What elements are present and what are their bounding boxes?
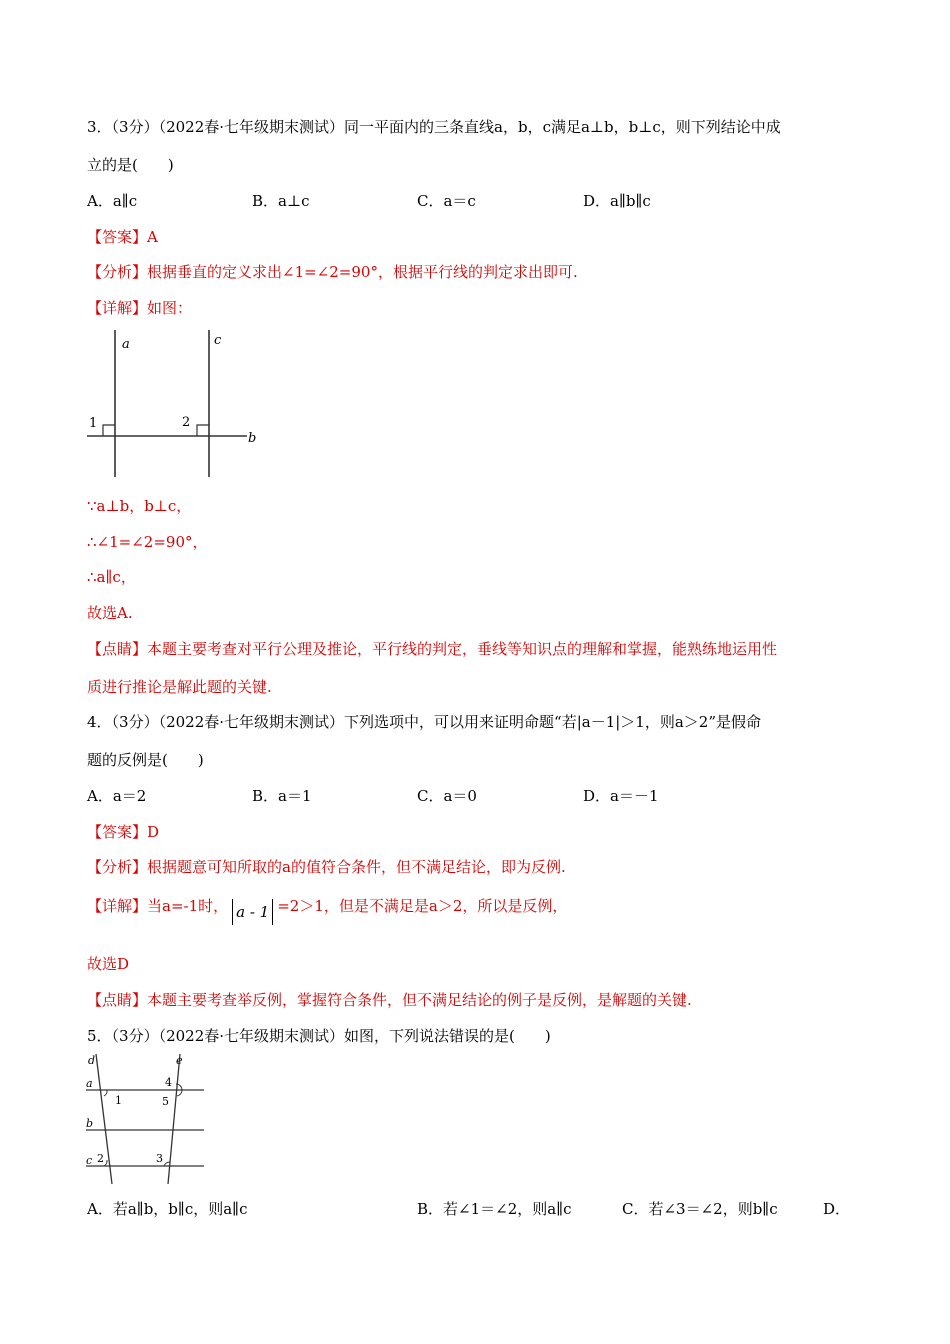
q3-option-a: A．a∥c [87,192,138,210]
label-1: 1 [115,1094,122,1107]
label-4: 4 [165,1076,172,1089]
q5-option-d: D． [823,1200,851,1218]
q3-option-d: D．a∥b∥c [583,192,651,210]
q5-option-a: A．若a∥b，b∥c，则a∥c [87,1200,248,1218]
q4-option-c: C．a＝0 [417,787,477,805]
right-angle-1 [103,425,115,436]
line-e [168,1054,180,1184]
q4-conclusion: 故选D [87,955,130,973]
q3-stem-line2: 立的是( ) [87,156,174,174]
q4-comment: 【点睛】本题主要考查举反例，掌握符合条件，但不满足结论的例子是反例，是解题的关键. [87,991,692,1009]
label-3: 3 [156,1152,163,1165]
q5-option-b: B．若∠1＝∠2，则a∥c [417,1200,572,1218]
angle-1-arc [104,1090,107,1096]
q4-abs-inner: a - 1 [236,903,270,921]
label-b: b [248,431,257,446]
label-a: a [122,337,130,352]
q4-abs-expression [232,899,273,925]
label-d: d [88,1054,96,1067]
angle-5-arc [177,1090,182,1096]
q4-option-d: D．a＝－1 [583,787,659,805]
right-angle-2 [197,425,209,436]
q3-analysis: 【分析】根据垂直的定义求出∠1=∠2=90°，根据平行线的判定求出即可. [87,263,578,281]
label-e: e [176,1054,183,1067]
q4-answer: 【答案】D [87,823,160,841]
q4-stem-line2: 题的反例是( ) [87,751,204,769]
q3-option-b: B．a⊥c [252,192,310,210]
q3-step2: ∴∠1=∠2=90°， [87,533,208,551]
label-1: 1 [89,416,98,431]
q5-option-c: C．若∠3＝∠2，则b∥c [622,1200,778,1218]
q3-comment-line2: 质进行推论是解此题的关键. [87,678,272,696]
label-2: 2 [182,415,191,430]
label-a: a [86,1077,93,1090]
q3-option-c: C．a＝c [417,192,476,210]
q4-stem-line1: 4．（3分）（2022春·七年级期末测试）下列选项中，可以用来证明命题“若|a－1|＞1，则a＞2”是假命 [87,713,761,731]
label-c: c [214,333,222,348]
label-b: b [86,1117,94,1130]
q5-figure [84,1052,209,1187]
q4-detail-suffix: =2＞1，但是不满足是a＞2，所以是反例， [277,897,568,915]
angle-2-arc [104,1160,107,1166]
q3-stem-line1: 3．（3分）（2022春·七年级期末测试）同一平面内的三条直线a，b，c满足a⊥b，b⊥c，则下列结论中成 [87,118,781,136]
q4-option-a: A．a＝2 [87,787,147,805]
label-5: 5 [162,1095,169,1108]
q4-detail [87,896,567,925]
q3-step1: ∵a⊥b，b⊥c， [87,497,192,515]
q5-stem-line1: 5．（3分）（2022春·七年级期末测试）如图，下列说法错误的是( ) [87,1027,551,1045]
q3-detail: 【详解】如图： [87,299,193,317]
q3-comment-line1: 【点睛】本题主要考查对平行公理及推论，平行线的判定，垂线等知识点的理解和掌握，能熟练地运用性 [87,640,778,658]
q3-answer: 【答案】A [87,228,158,246]
q3-conclusion: 故选A. [87,604,133,622]
q4-detail-prefix: 【详解】当a=-1时， [87,897,229,915]
q4-option-b: B．a＝1 [252,787,312,805]
label-c: c [86,1154,93,1167]
q4-analysis: 【分析】根据题意可知所取的a的值符合条件，但不满足结论，即为反例. [87,858,566,876]
q3-figure [85,325,265,485]
q3-step3: ∴a∥c， [87,568,136,586]
label-2: 2 [97,1152,104,1165]
